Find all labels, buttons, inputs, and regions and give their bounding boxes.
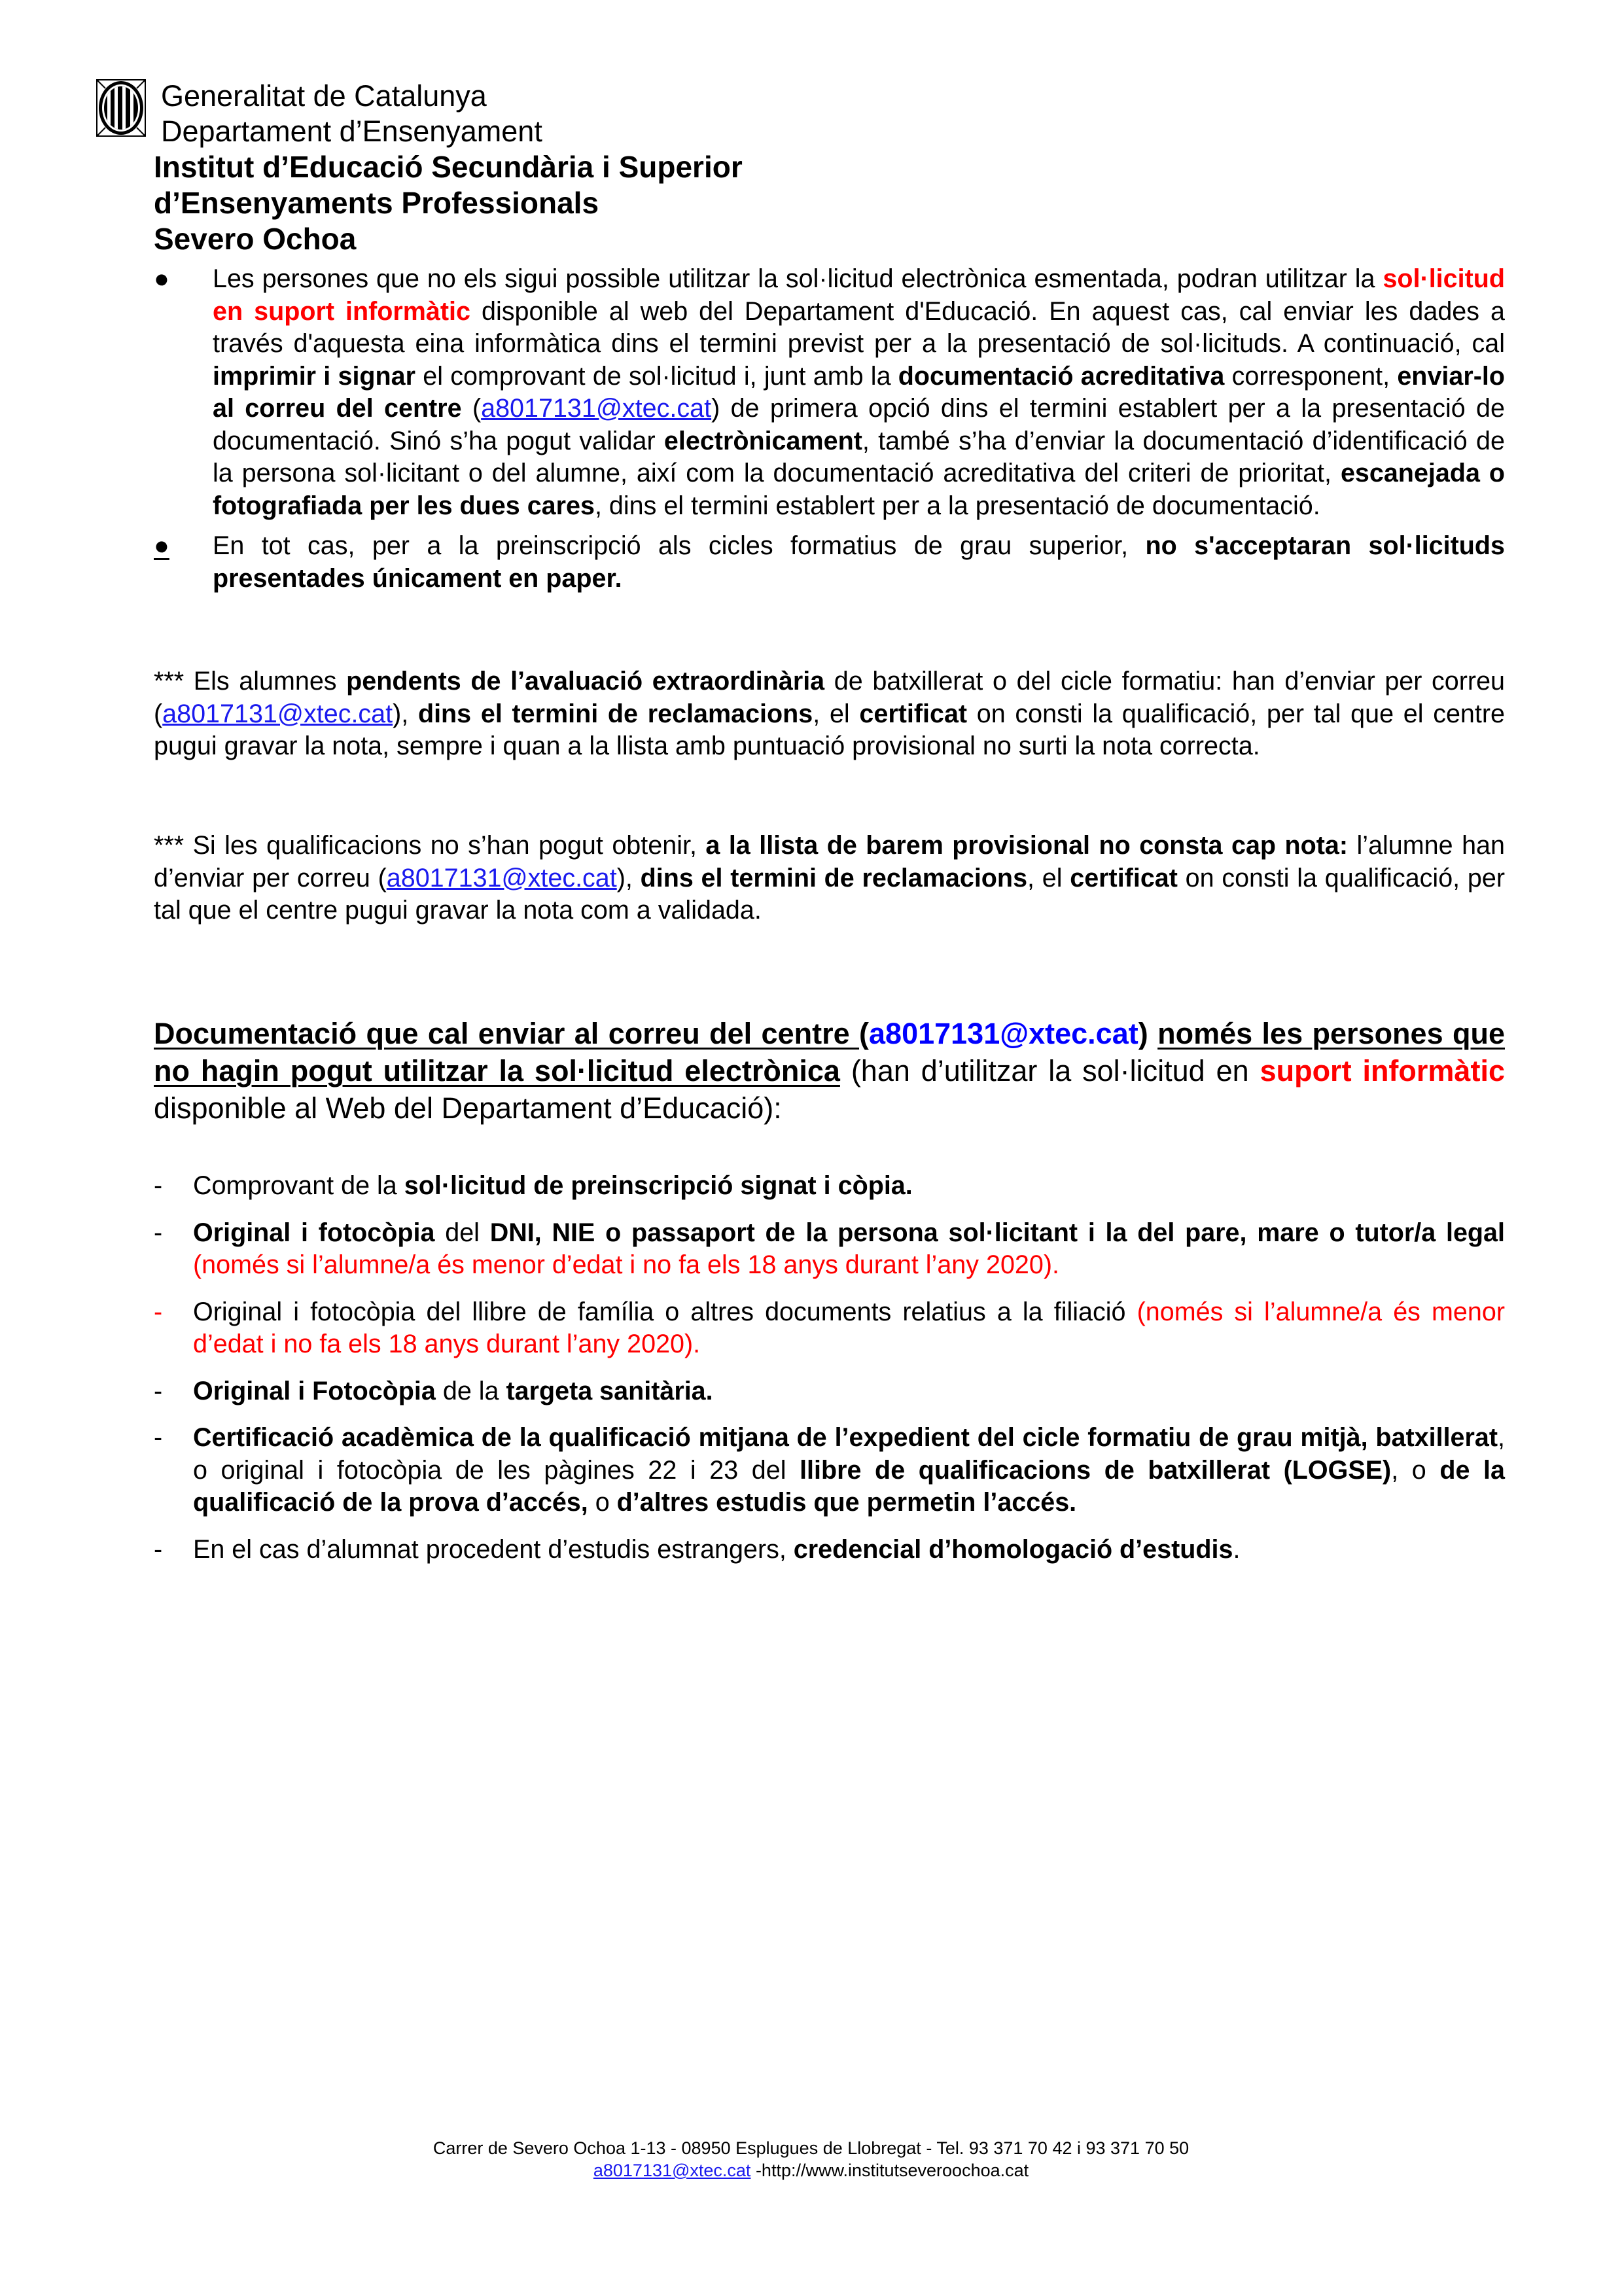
text-run: del: [434, 1218, 490, 1247]
text-run: , el: [813, 699, 860, 728]
text-run: (només si l’alumne/a és menor d’edat i no fa els 18 anys durant l’any 2020).: [193, 1297, 1505, 1358]
text-run: (només si l’alumne/a és menor d’edat i no fa els 18 anys durant l’any 2020).: [193, 1250, 1059, 1279]
text-run: imprimir i signar: [213, 361, 416, 391]
text-run: llibre de qualificacions de batxillerat (LOGSE): [800, 1455, 1392, 1485]
text-run: el comprovant de sol·licitud i, junt amb la: [415, 361, 898, 391]
text-run: de batxillerat o del cicle formatiu: han d’enviar per correu (: [154, 667, 1506, 728]
document-text: [193, 1422, 1505, 1519]
text-run: , el: [1027, 863, 1070, 892]
bullet-item: [154, 530, 1505, 595]
text-run: electrònicament: [663, 426, 862, 455]
institute-name-line2: d’Ensenyaments Professionals: [154, 186, 599, 220]
text-run: Certificació acadèmica de la qualificació mitjana de l’expedient del cicle formatiu de grau mitjà, batxillerat: [193, 1423, 1498, 1452]
text-run: on consti la qualificació, per tal que el centre pugui gravar la nota, sempre i quan a la llista amb puntuació provisional no surti la nota correcta.: [154, 699, 1505, 760]
text-run: ): [1138, 1017, 1148, 1050]
text-run: DNI, NIE o passaport de la persona sol·licitant i la del pare, mare o tutor/a legal: [489, 1218, 1506, 1247]
document-item: [154, 1422, 1505, 1519]
bullet-list: [154, 263, 1505, 595]
institute-name-line1: Institut d’Educació Secundària i Superior: [154, 150, 743, 184]
text-run: de la qualificació de la prova d’accés,: [193, 1455, 1505, 1517]
document-item: [154, 1375, 1505, 1408]
text-run: l’alumne han d’enviar per correu (: [154, 831, 1505, 892]
org-name: Generalitat de Catalunya: [161, 79, 487, 113]
text-run: (: [461, 394, 482, 423]
text-run: , o original i fotocòpia de les pàgines 22 i 23 del: [193, 1423, 1505, 1485]
text-run: Original i fotocòpia: [193, 1218, 435, 1247]
text-run: [1148, 1017, 1157, 1050]
text-run: corresponent,: [1224, 361, 1398, 391]
text-run: pendents de l’avaluació extraordinària: [346, 667, 825, 696]
dash-icon: -: [154, 1534, 163, 1564]
dash-icon: -: [154, 1218, 163, 1247]
text-run: ),: [393, 699, 418, 728]
text-run: ),: [616, 863, 641, 892]
dash-icon: -: [154, 1297, 163, 1326]
text-run: .: [1233, 1534, 1241, 1564]
text-run: Les persones que no els sigui possible utilitzar la sol·licitud electrònica esmentada, podran utilitzar la: [213, 264, 1383, 293]
documents-list: [154, 1170, 1505, 1580]
bullet-icon: ●: [154, 531, 169, 560]
document-item: [154, 1296, 1505, 1361]
institute-name-line3: Severo Ochoa: [154, 222, 357, 256]
email-link[interactable]: a8017131@xtec.cat: [162, 699, 393, 728]
note-extraordinary-evaluation: [154, 665, 1505, 763]
text-run: , també s’ha d’enviar la documentació d’identificació de la persona sol·licitant o del alumne, així com la documentació acreditativa del criteri de prioritat,: [213, 426, 1505, 487]
document-item: [154, 1534, 1505, 1566]
text-run: targeta sanitària.: [506, 1376, 713, 1405]
bullet-text: [213, 263, 1505, 522]
document-item: [154, 1170, 1505, 1203]
text-run: d’altres estudis que permetin l’accés.: [616, 1488, 1077, 1517]
text-run: o: [588, 1488, 617, 1517]
generalitat-logo-icon: [96, 79, 146, 137]
text-run: En el cas d’alumnat procedent d’estudis estrangers,: [193, 1534, 794, 1564]
document-text: [193, 1375, 1505, 1408]
text-run: *** Si les qualificacions no s’han pogut obtenir,: [154, 831, 706, 860]
document-text: [193, 1296, 1505, 1361]
text-run: (: [859, 1017, 870, 1050]
footer-website: -http://www.institutseveroochoa.cat: [750, 2161, 1029, 2180]
dash-icon: -: [154, 1376, 163, 1405]
text-run: disponible al web del Departament d'Educació. En aquest cas, cal enviar les dades a través d'aquesta eina informàtica dins el termini previst per a la presentació de sol·licituds. A continuació, cal: [213, 296, 1505, 358]
text-run: escanejada o fotografiada per les dues cares: [213, 459, 1506, 520]
bullet-text: [213, 530, 1505, 595]
text-run: a la llista de barem provisional no consta cap nota:: [705, 831, 1349, 860]
footer-email-link[interactable]: a8017131@xtec.cat: [593, 2161, 751, 2180]
text-run: ) de primera opció dins el termini establert per a la presentació de documentació. Sinó s’ha pogut validar: [213, 394, 1505, 455]
text-run: , dins el termini establert per a la presentació de documentació.: [594, 491, 1320, 520]
text-run: de la: [435, 1376, 506, 1405]
text-run: dins el termini de reclamacions: [640, 863, 1028, 892]
email-link[interactable]: a8017131@xtec.cat: [481, 394, 712, 423]
text-run: dins el termini de reclamacions: [417, 699, 813, 728]
document-item: [154, 1217, 1505, 1282]
text-run: enviar-lo al correu del centre: [213, 361, 1505, 423]
text-run: , o: [1391, 1455, 1440, 1485]
email-link[interactable]: a8017131@xtec.cat: [869, 1017, 1138, 1050]
document-text: [193, 1217, 1505, 1282]
section-heading: [154, 1015, 1505, 1127]
bullet-item: [154, 263, 1505, 522]
text-run: Documentació que cal enviar al correu del centre: [154, 1017, 860, 1050]
text-run: només les persones que no hagin pogut utilitzar la sol·licitud electrònica: [154, 1017, 1505, 1087]
dash-icon: -: [154, 1171, 163, 1200]
email-link[interactable]: a8017131@xtec.cat: [386, 863, 617, 892]
document-text: [193, 1170, 1505, 1203]
text-run: *** Els alumnes: [154, 667, 347, 696]
text-run: Comprovant de la: [193, 1171, 404, 1200]
text-run: En tot cas, per a la preinscripció als cicles formatius de grau superior,: [213, 531, 1146, 560]
text-run: Original i Fotocòpia: [193, 1376, 436, 1405]
department-name: Departament d’Ensenyament: [161, 115, 542, 148]
note-missing-grades: [154, 830, 1505, 927]
text-run: certificat: [1070, 863, 1178, 892]
text-run: Original i fotocòpia del llibre de família o altres documents relatius a la filiació: [193, 1297, 1137, 1326]
text-run: documentació acreditativa: [898, 361, 1225, 391]
text-run: suport informàtic: [1260, 1054, 1505, 1087]
text-run: (han d’utilitzar la sol·licitud en: [839, 1054, 1260, 1087]
text-run: sol·licitud de preinscripció signat i còpia.: [404, 1171, 913, 1200]
text-run: no s'acceptaran sol·licituds presentades únicament en paper.: [213, 531, 1506, 593]
bullet-icon: ●: [154, 264, 169, 293]
text-run: credencial d’homologació d’estudis: [793, 1534, 1233, 1564]
document-text: [193, 1534, 1505, 1566]
text-run: sol·licitud en suport informàtic: [213, 264, 1505, 326]
footer-contact: [0, 2159, 1622, 2181]
dash-icon: -: [154, 1423, 163, 1452]
footer-address: Carrer de Severo Ochoa 1-13 - 08950 Esplugues de Llobregat - Tel. 93 371 70 42 i 93 371 70 50: [432, 2138, 1190, 2158]
text-run: certificat: [859, 699, 968, 728]
text-run: on consti la qualificació, per tal que el centre pugui gravar la nota com a validada.: [154, 863, 1505, 925]
text-run: disponible al Web del Departament d’Educació):: [154, 1091, 782, 1125]
